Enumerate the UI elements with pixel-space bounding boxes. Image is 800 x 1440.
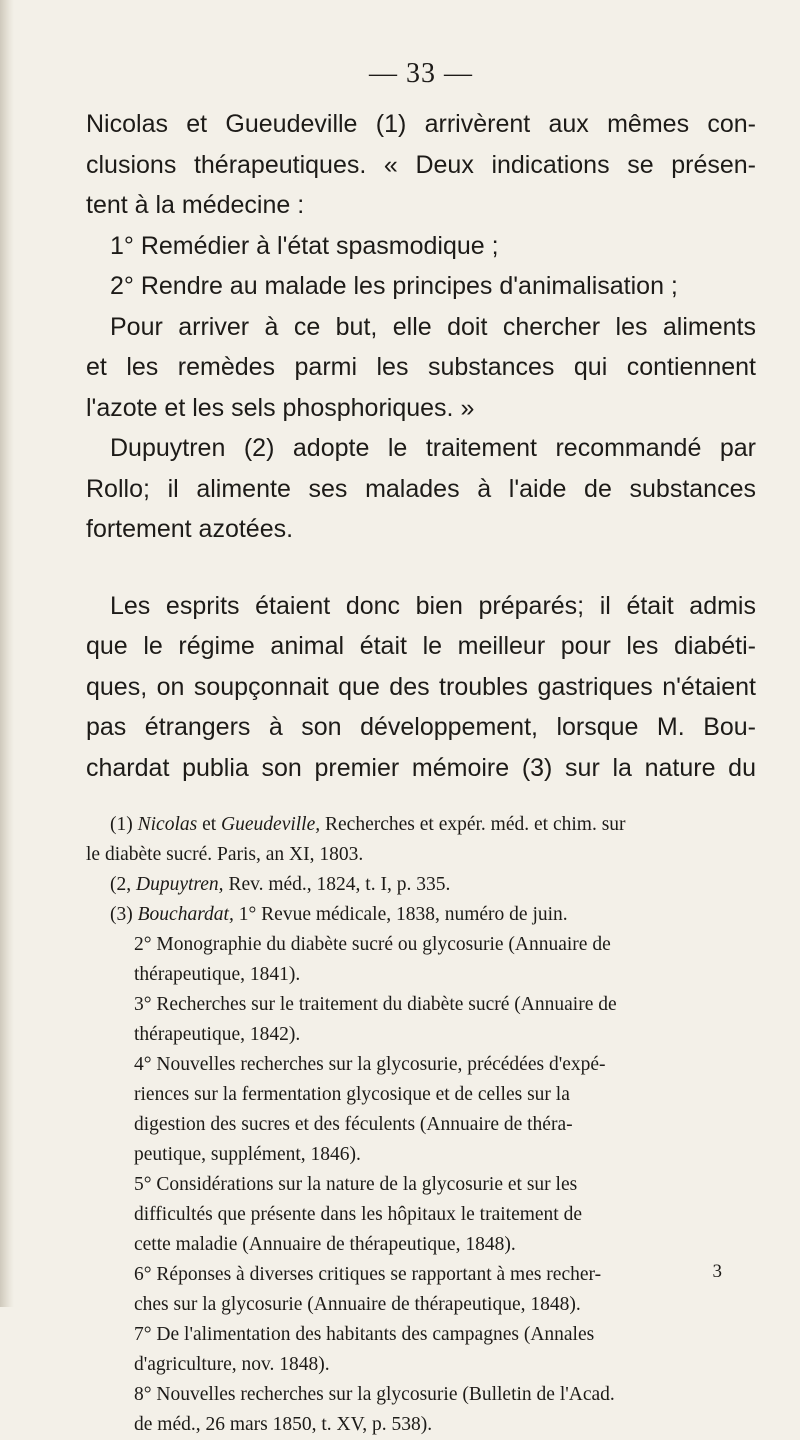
footnote-item: 3° Recherches sur le traitement du diabète sucré (Annuaire de [134,994,617,1015]
footnote-item: 4° Nouvelles recherches sur la glycosurie, précédées d'expé- [134,1054,606,1075]
footnote-author: Dupuytren, [136,874,224,895]
text-line: pas étrangers à son développement, lorsque M. Bou- [86,713,756,741]
text-line: et les remèdes parmi les substances qui contiennent [86,353,756,381]
text-line: Les esprits étaient donc bien préparés; il était admis [110,591,756,620]
text-line: que le régime animal était le meilleur pour les diabéti- [86,632,756,660]
footnote-author: Bouchardat, [137,904,234,925]
footnote-number: (2, [110,874,132,895]
footnote-text: Recherches et expér. méd. et chim. sur [325,814,626,835]
footnote-item: riences sur la fermentation glycosique et de celles sur la [134,1084,570,1105]
footnote-item: peutique, supplément, 1846). [134,1144,361,1165]
footnote-item: de méd., 26 mars 1850, t. XV, p. 538). [134,1414,433,1435]
text-line: 1° Remédier à l'état spasmodique ; [110,231,499,260]
footnote-text: Rev. méd., 1824, t. I, p. 335. [228,874,451,895]
footnote-item: difficultés que présente dans les hôpitaux le traitement de [134,1204,582,1225]
footnote-1 [86,810,756,840]
body-paragraph-2 [86,586,756,789]
footnote-item: 6° Réponses à diverses critiques se rapportant à mes recher- [134,1264,602,1285]
footnote-number: (3) [110,904,133,925]
footnote-item: 5° Considérations sur la nature de la glycosurie et sur les [134,1174,578,1195]
footnote-item: digestion des sucres et des féculents (Annuaire de théra- [134,1114,573,1135]
paragraph-gap [86,550,756,586]
text-line: Rollo; il alimente ses malades à l'aide de substances [86,474,756,503]
text-line: l'azote et les sels phosphoriques. » [86,393,475,422]
footnote-author: Gueudeville, [221,814,321,835]
text-line: chardat publia son premier mémoire (3) sur la nature du [86,753,756,782]
footnote-item: 7° De l'alimentation des habitants des campagnes (Annales [134,1324,595,1345]
footnote-item: 2° Monographie du diabète sucré ou glycosurie (Annuaire de [134,934,611,955]
text-line: Dupuytren (2) adopte le traitement recommandé par [110,434,756,462]
footnote-conjunction: et [202,814,217,835]
text-line: tent à la médecine : [86,191,305,219]
body-paragraph-1 [86,104,756,550]
text-line: Pour arriver à ce but, elle doit chercher les aliments [110,312,756,341]
page-edge-shadow [0,0,14,1307]
text-line: ques, on soupçonnait que des troubles gastriques n'étaient [86,672,756,701]
footnote-text: 1° Revue médicale, 1838, numéro de juin. [238,904,568,925]
text-line: fortement azotées. [86,515,294,543]
text-line: Nicolas et Gueudeville (1) arrivèrent aux mêmes con- [86,110,756,138]
document-page [86,58,756,1440]
text-line: clusions thérapeutiques. « Deux indications se présen- [86,150,756,179]
footnote-3 [86,900,756,930]
footnote-author: Nicolas [137,814,198,835]
footnote-item: 8° Nouvelles recherches sur la glycosurie (Bulletin de l'Acad. [134,1384,615,1405]
signature-mark: 3 [712,1261,722,1282]
footnote-continuation: le diabète sucré. Paris, an XI, 1803. [86,844,364,865]
footnote-number: (1) [110,814,133,835]
footnote-item: d'agriculture, nov. 1848). [134,1354,330,1375]
footnote-item: thérapeutique, 1841). [134,964,301,985]
footnote-item: thérapeutique, 1842). [134,1024,301,1045]
text-line: 2° Rendre au malade les principes d'animalisation ; [110,272,678,300]
footnote-item: cette maladie (Annuaire de thérapeutique, 1848). [134,1234,516,1255]
footnote-2 [86,870,756,900]
footnote-item: ches sur la glycosurie (Annuaire de thérapeutique, 1848). [134,1294,581,1315]
page-number: — 33 — [369,58,473,89]
footnotes [86,810,756,1440]
